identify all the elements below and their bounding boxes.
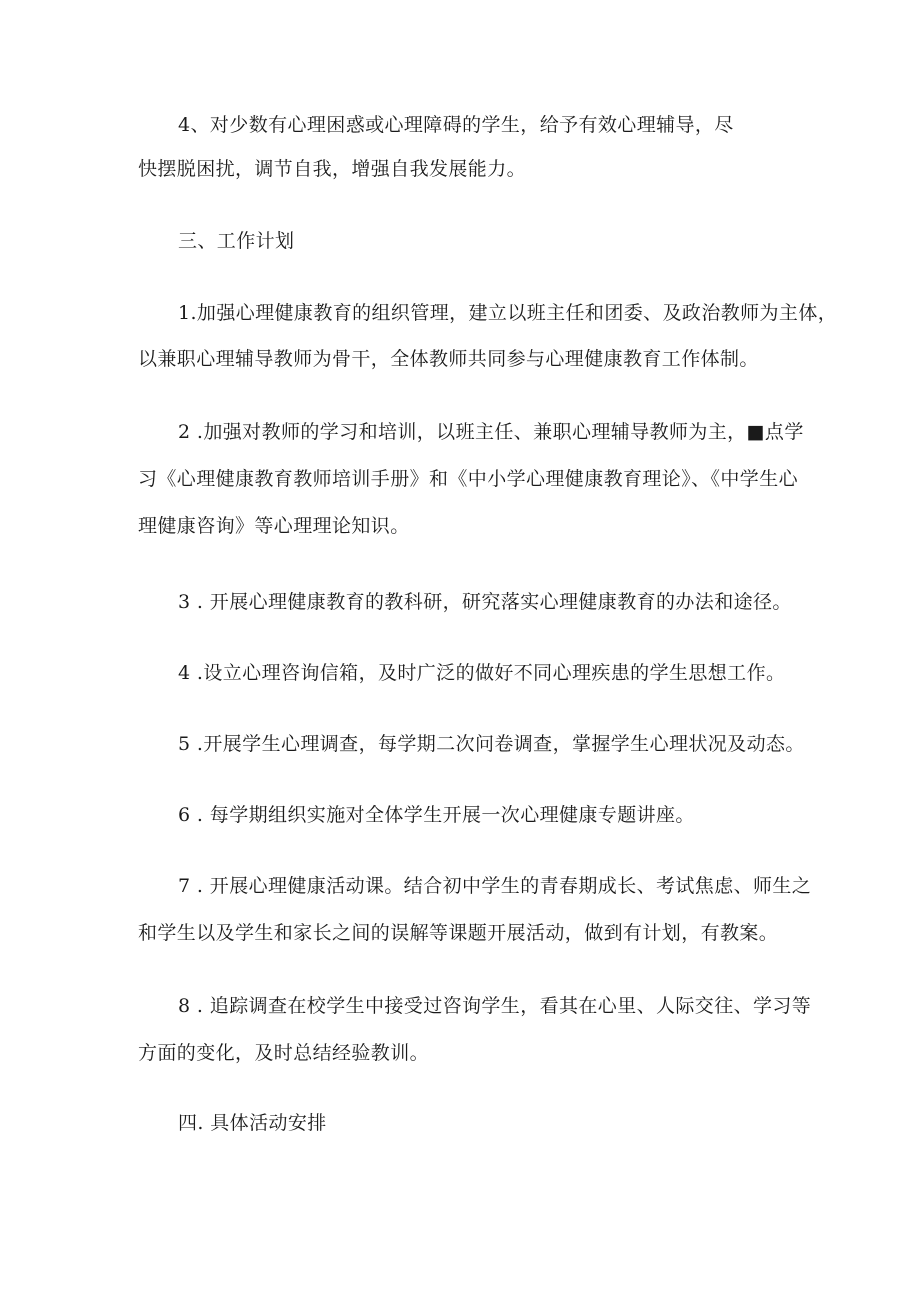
text-line: 1.加强心理健康教育的组织管理，建立以班主任和团委、及政治教师为主体，: [178, 302, 838, 324]
text-line: 6 . 每学期组织实施对全体学生开展一次心理健康专题讲座。: [178, 804, 695, 826]
text-line: 7 . 开展心理健康活动课。结合初中学生的青春期成长、考试焦虑、师生之: [178, 875, 812, 897]
text-line: 3 . 开展心理健康教育的教科研，研究落实心理健康教育的办法和途径。: [178, 591, 792, 613]
text-line: 以兼职心理辅导教师为骨干，全体教师共同参与心理健康教育工作体制。: [138, 348, 759, 370]
text-line: 4、对少数有心理困惑或心理障碍的学生，给予有效心理辅导，尽: [178, 114, 734, 136]
text-line: 4 .设立心理咨询信箱，及时广泛的做好不同心理疾患的学生思想工作。: [178, 662, 786, 684]
section-heading: 四. 具体活动安排: [178, 1112, 327, 1134]
text-line: 5 .开展学生心理调查，每学期二次问卷调查，掌握学生心理状况及动态。: [178, 733, 805, 755]
text-line: 和学生以及学生和家长之间的误解等课题开展活动，做到有计划，有教案。: [138, 922, 779, 944]
text-line: 2 .加强对教师的学习和培训，以班主任、兼职心理辅导教师为主，■点学: [178, 421, 804, 443]
section-heading: 三、工作计划: [178, 230, 295, 252]
text-line: 8 . 追踪调查在校学生中接受过咨询学生，看其在心里、人际交往、学习等: [178, 995, 812, 1017]
text-line: 方面的变化，及时总结经验教训。: [138, 1042, 430, 1064]
text-line: 快摆脱困扰，调节自我，增强自我发展能力。: [138, 158, 527, 180]
text-line: 理健康咨询》等心理理论知识。: [138, 515, 410, 537]
text-line: 习《心理健康教育教师培训手册》和《中小学心理健康教育理论》、《中学生心: [138, 468, 799, 490]
